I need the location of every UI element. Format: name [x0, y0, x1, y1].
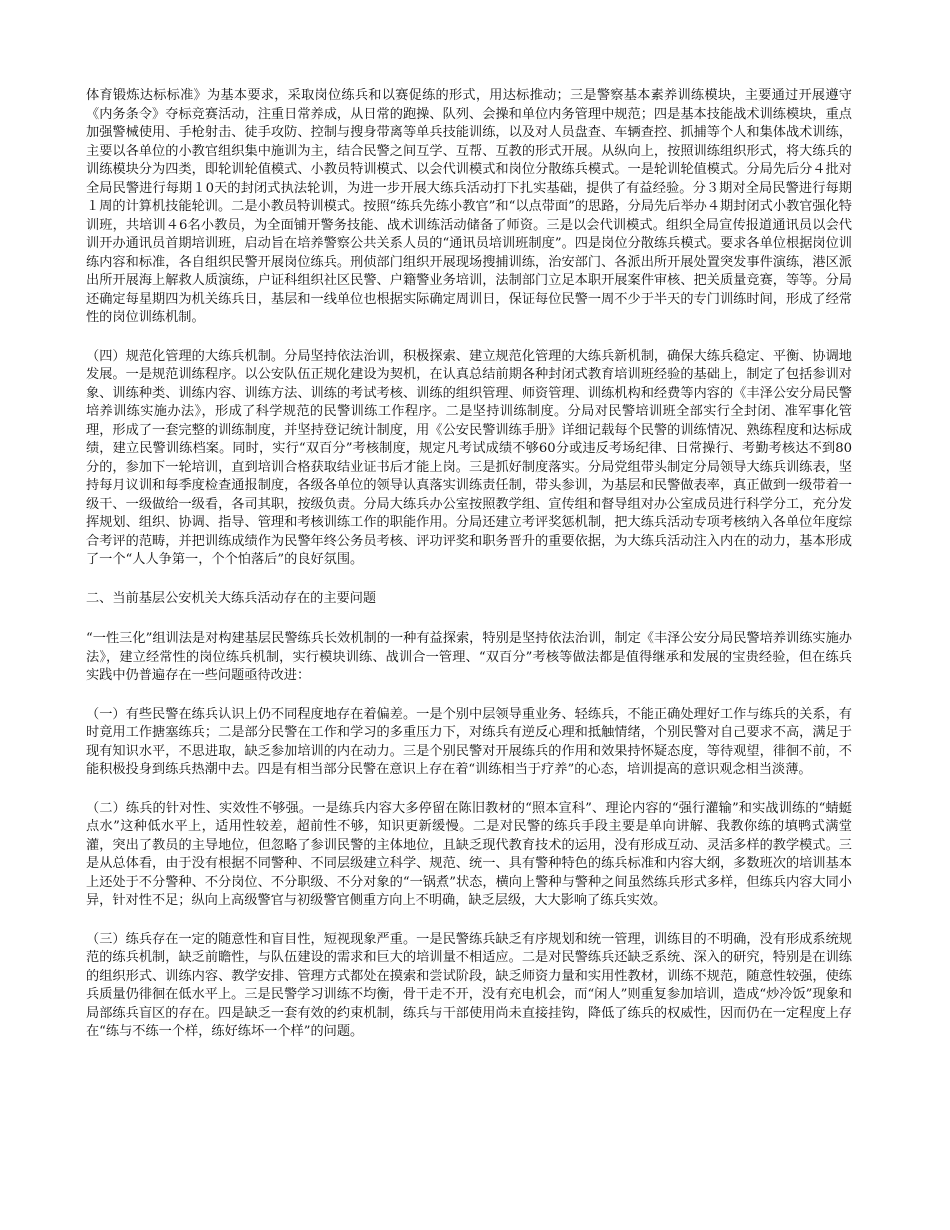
body-paragraph: （三）练兵存在一定的随意性和盲目性，短视现象严重。一是民警练兵缺乏有序规划和统一管理，训练目的不明确，没有形成系统规范的练兵机制，缺乏前瞻性，与队伍建设的需求和巨大的培训量不相适应。二是对民警练兵还缺乏系统、深入的研究，特别是在训练的组织形式、训练内容、教学安排、管理方式都处在摸索和尝试阶段，缺乏师资力量和实用性教材，训练不规范，随意性较强，使练兵质量仍徘徊在低水平上。三是民警学习训练不均衡，骨干走不开，没有充电机会，而“闲人”则重复参加培训，造成“炒冷饭”现象和局部练兵盲区的存在。四是缺乏一套有效的约束机制，练兵与干部使用尚未直接挂钩，降低了练兵的权威性，因而仍在一定程度上存在“练与不练一个样，练好练坏一个样”的问题。: [86, 931, 852, 1039]
body-paragraph: 体育锻炼达标标准》为基本要求，采取岗位练兵和以赛促练的形式，用达标推动；三是警察基本素养训练模块，主要通过开展遵守《内务条令》夺标竞赛活动，注重日常养成，从日常的跑操、队列、会操和单位内务管理中规范；四是基本技能战术训练模块，重点加强警械使用、手枪射击、徒手攻防、控制与搜身带离等单兵技能训练，以及对人员盘查、车辆查控、抓捕等个人和集体战术训练，主要以各单位的小教官组织集中施训为主，结合民警之间互学、互帮、互教的形式开展。从纵向上，按照训练组织形式，将大练兵的训练模块分为四类，即轮训轮值模式、小教员特训模式、以会代训模式和岗位分散练兵模式。一是轮训轮值模式。分局先后分４批对全局民警进行每期１0天的封闭式执法轮训，为进一步开展大练兵活动打下扎实基础，提供了有益经验。分３期对全局民警进行每期１周的计算机技能轮训。二是小教员特训模式。按照“练兵先练小教官”和“以点带面”的思路，分局先后举办４期封闭式小教官强化特训班，共培训４6名小教员，为全面铺开警务技能、战术训练活动储备了师资。三是以会代训模式。组织全局宣传报道通讯员以会代训开办通讯员首期培训班，启动旨在培养警察公共关系人员的“通讯员培训班制度”。四是岗位分散练兵模式。要求各单位根据岗位训练内容和标准，各自组织民警开展岗位练兵。刑侦部门组织开展现场搜捕训练，治安部门、各派出所开展处置突发事件演练，港区派出所开展海上解救人质演练，户证科组织社区民警、户籍警业务培训，法制部门立足本职开展案件审核、把关质量竞赛，等等。分局还确定每星期四为机关练兵日，基层和一线单位也根据实际确定周训日，保证每位民警一周不少于半天的专门训练时间，形成了经常性的岗位训练机制。: [86, 88, 852, 325]
section-heading: 二、当前基层公安机关大练兵活动存在的主要问题: [86, 590, 377, 606]
body-paragraph: （一）有些民警在练兵认识上仍不同程度地存在着偏差。一是个别中层领导重业务、轻练兵，不能正确处理好工作与练兵的关系，有时竟用工作搪塞练兵；二是部分民警在工作和学习的多重压力下，对练兵有逆反心理和抵触情绪，个别民警对自己要求不高，满足于现有知识水平，不思进取，缺乏参加培训的内在动力。三是个别民警对开展练兵的作用和效果持怀疑态度，等待观望，徘徊不前，不能积极投身到练兵热潮中去。四是有相当部分民警在意识上存在着“训练相当于疗养”的心态，培训提高的意识观念相当淡薄。: [86, 706, 852, 777]
body-paragraph: （四）规范化管理的大练兵机制。分局坚持依法治训，积极探索、建立规范化管理的大练兵新机制，确保大练兵稳定、平衡、协调地发展。一是规范训练程序。以公安队伍正规化建设为契机，在认真总结前期各种封闭式教育培训班经验的基础上，制定了包括参训对象、训练种类、训练内容、训练方法、训练的考试考核、训练的组织管理、师资管理、训练机构和经费等内容的《丰泽公安分局民警培养训练实施办法》，形成了科学规范的民警训练工作程序。二是坚持训练制度。分局对民警培训班全部实行全封闭、准军事化管理，形成了一套完整的训练制度，并坚持登记统计制度，用《公安民警训练手册》详细记载每个民警的训练情况、熟练程度和达标成绩，建立民警训练档案。同时，实行“双百分”考核制度，规定凡考试成绩不够60分或违反考场纪律、日常操行、考勤考核达不到80分的，参加下一轮培训，直到培训合格获取结业证书后才能上岗。三是抓好制度落实。分局党组带头制定分局领导大练兵训练表，坚持每月议训和每季度检查通报制度，各级各单位的领导认真落实训练责任制，带头参训，为基层和民警做表率，真正做到一级带着一级干、一级做给一级看，各司其职，按级负责。分局大练兵办公室按照教学组、宣传组和督导组对办公室成员进行科学分工，充分发挥规划、组织、协调、指导、管理和考核训练工作的职能作用。分局还建立考评奖惩机制，把大练兵活动专项考核纳入各单位年度综合考评的范畴，并把训练成绩作为民警年终公务员考核、评功评奖和职务晋升的重要依据，为大练兵活动注入内在的动力，基本形成了一个“人人争第一，个个怕落后”的良好氛围。: [86, 348, 852, 567]
body-paragraph: “一性三化”组训法是对构建基层民警练兵长效机制的一种有益探索，特别是坚持依法治训，制定《丰泽公安分局民警培养训练实施办法》，建立经常性的岗位练兵机制，实行模块训练、战训合一管理、“双百分”考核等做法都是值得继承和发展的宝贵经验，但在练兵实践中仍普遍存在一些问题亟待改进：: [86, 631, 852, 683]
body-paragraph: （二）练兵的针对性、实效性不够强。一是练兵内容大多停留在陈旧教材的“照本宣科”、理论内容的“强行灌输”和实战训练的“蜻蜓点水”这种低水平上，适用性较差，超前性不够，知识更新缓慢。二是对民警的练兵手段主要是单向讲解、我教你练的填鸭式满堂灌，突出了教员的主导地位，但忽略了参训民警的主体地位，且缺乏现代教育技术的运用，没有形成互动、灵活多样的教学模式。三是从总体看，由于没有根据不同警种、不同层级建立科学、规范、统一、具有警种特色的练兵标准和内容大纲，多数班次的培训基本上还处于不分警种、不分岗位、不分职级、不分对象的“一锅煮”状态，横向上警种与警种之间虽然练兵形式多样，但练兵内容大同小异，针对性不足；纵向上高级警官与初级警官侧重方向上不明确，缺乏层级，大大影响了练兵实效。: [86, 800, 852, 908]
